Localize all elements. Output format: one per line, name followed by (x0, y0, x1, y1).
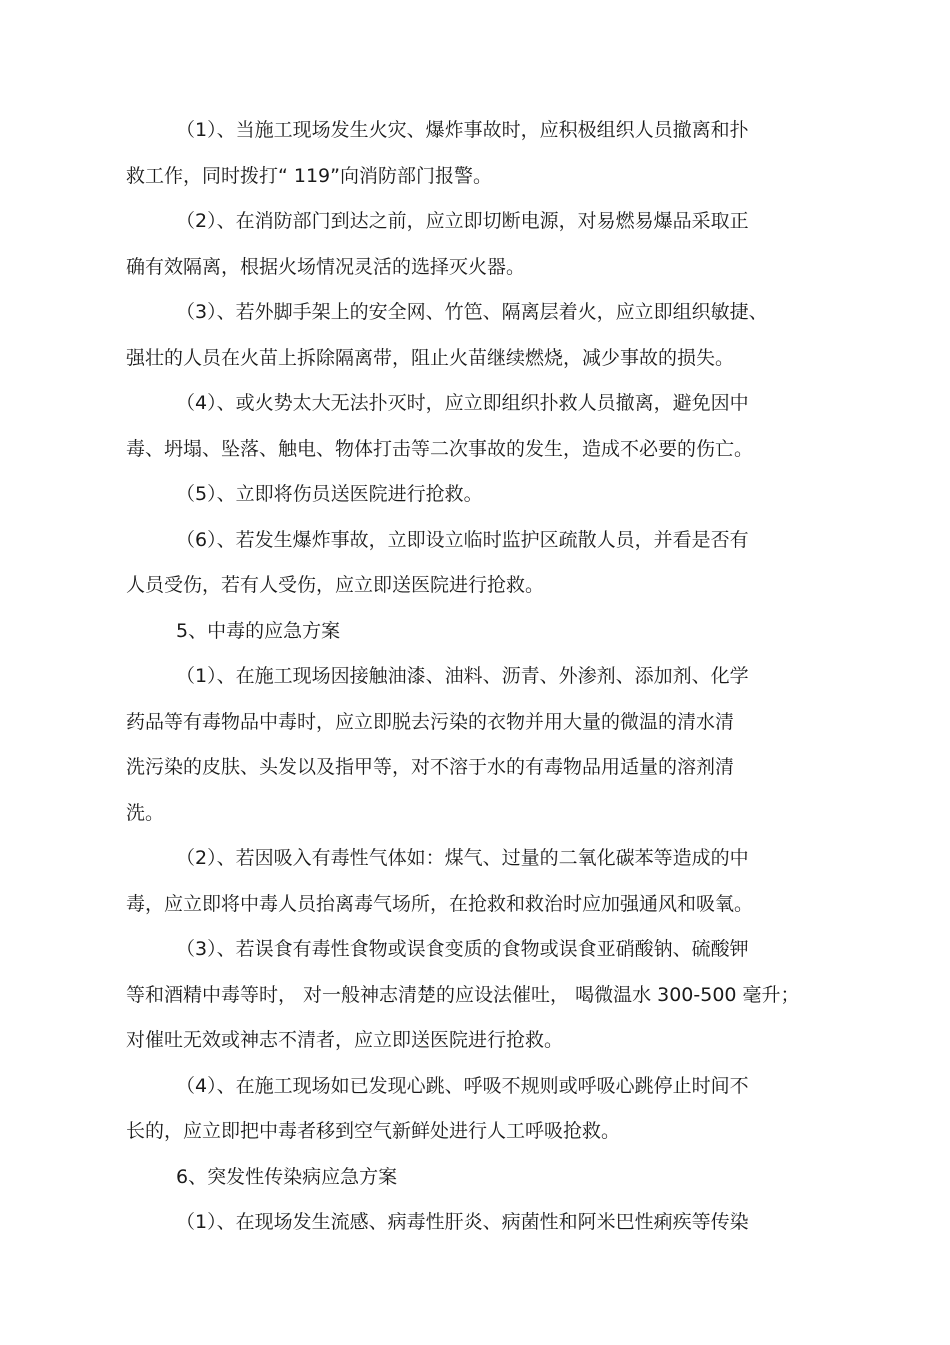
text-line: （3）、若误食有毒性食物或误食变质的食物或误食亚硝酸钠、硫酸钾 (176, 938, 749, 960)
text-line: 毒，应立即将中毒人员抬离毒气场所，在抢救和救治时应加强通风和吸氧。 (126, 893, 754, 915)
text-line: （1）、在现场发生流感、病毒性肝炎、病菌性和阿米巴性痢疾等传染 (176, 1211, 749, 1233)
text-line: （1）、在施工现场因接触油漆、油料、沥青、外渗剂、添加剂、化学 (176, 665, 749, 687)
text-line: 长的，应立即把中毒者移到空气新鲜处进行人工呼吸抢救。 (126, 1120, 621, 1142)
section-heading: 6、突发性传染病应急方案 (176, 1166, 398, 1188)
text-line: 洗。 (126, 802, 165, 824)
text-line: （5）、立即将伤员送医院进行抢救。 (176, 483, 483, 505)
text-line: 等和酒精中毒等时， 对一般神志清楚的应设法催吐， 喝微温水 300-500 毫升； (126, 984, 800, 1006)
text-line: 药品等有毒物品中毒时，应立即脱去污染的衣物并用大量的微温的清水清 (126, 711, 735, 733)
text-line: 确有效隔离，根据火场情况灵活的选择灭火器。 (126, 256, 526, 278)
text-line: 洗污染的皮肤、头发以及指甲等，对不溶于水的有毒物品用适量的溶剂清 (126, 756, 735, 778)
text-line: （2）、若因吸入有毒性气体如：煤气、过量的二氧化碳苯等造成的中 (176, 847, 749, 869)
text-line: （3）、若外脚手架上的安全网、竹笆、隔离层着火，应立即组织敏捷、 (176, 301, 768, 323)
text-line: （2）、在消防部门到达之前，应立即切断电源，对易燃易爆品采取正 (176, 210, 749, 232)
text-line: 人员受伤，若有人受伤，应立即送医院进行抢救。 (126, 574, 545, 596)
text-line: 对催吐无效或神志不清者，应立即送医院进行抢救。 (126, 1029, 564, 1051)
text-line: （1）、当施工现场发生火灾、爆炸事故时，应积极组织人员撤离和扑 (176, 119, 749, 141)
text-line: （4）、在施工现场如已发现心跳、呼吸不规则或呼吸心跳停止时间不 (176, 1075, 749, 1097)
text-line: 救工作，同时拨打“ 119”向消防部门报警。 (126, 165, 492, 187)
text-line: （4）、或火势太大无法扑灭时，应立即组织扑救人员撤离，避免因中 (176, 392, 749, 414)
text-line: （6）、若发生爆炸事故，立即设立临时监护区疏散人员，并看是否有 (176, 529, 749, 551)
text-line: 强壮的人员在火苗上拆除隔离带，阻止火苗继续燃烧，减少事故的损失。 (126, 347, 735, 369)
section-heading: 5、中毒的应急方案 (176, 620, 341, 642)
text-line: 毒、坍塌、坠落、触电、物体打击等二次事故的发生，造成不必要的伤亡。 (126, 438, 754, 460)
